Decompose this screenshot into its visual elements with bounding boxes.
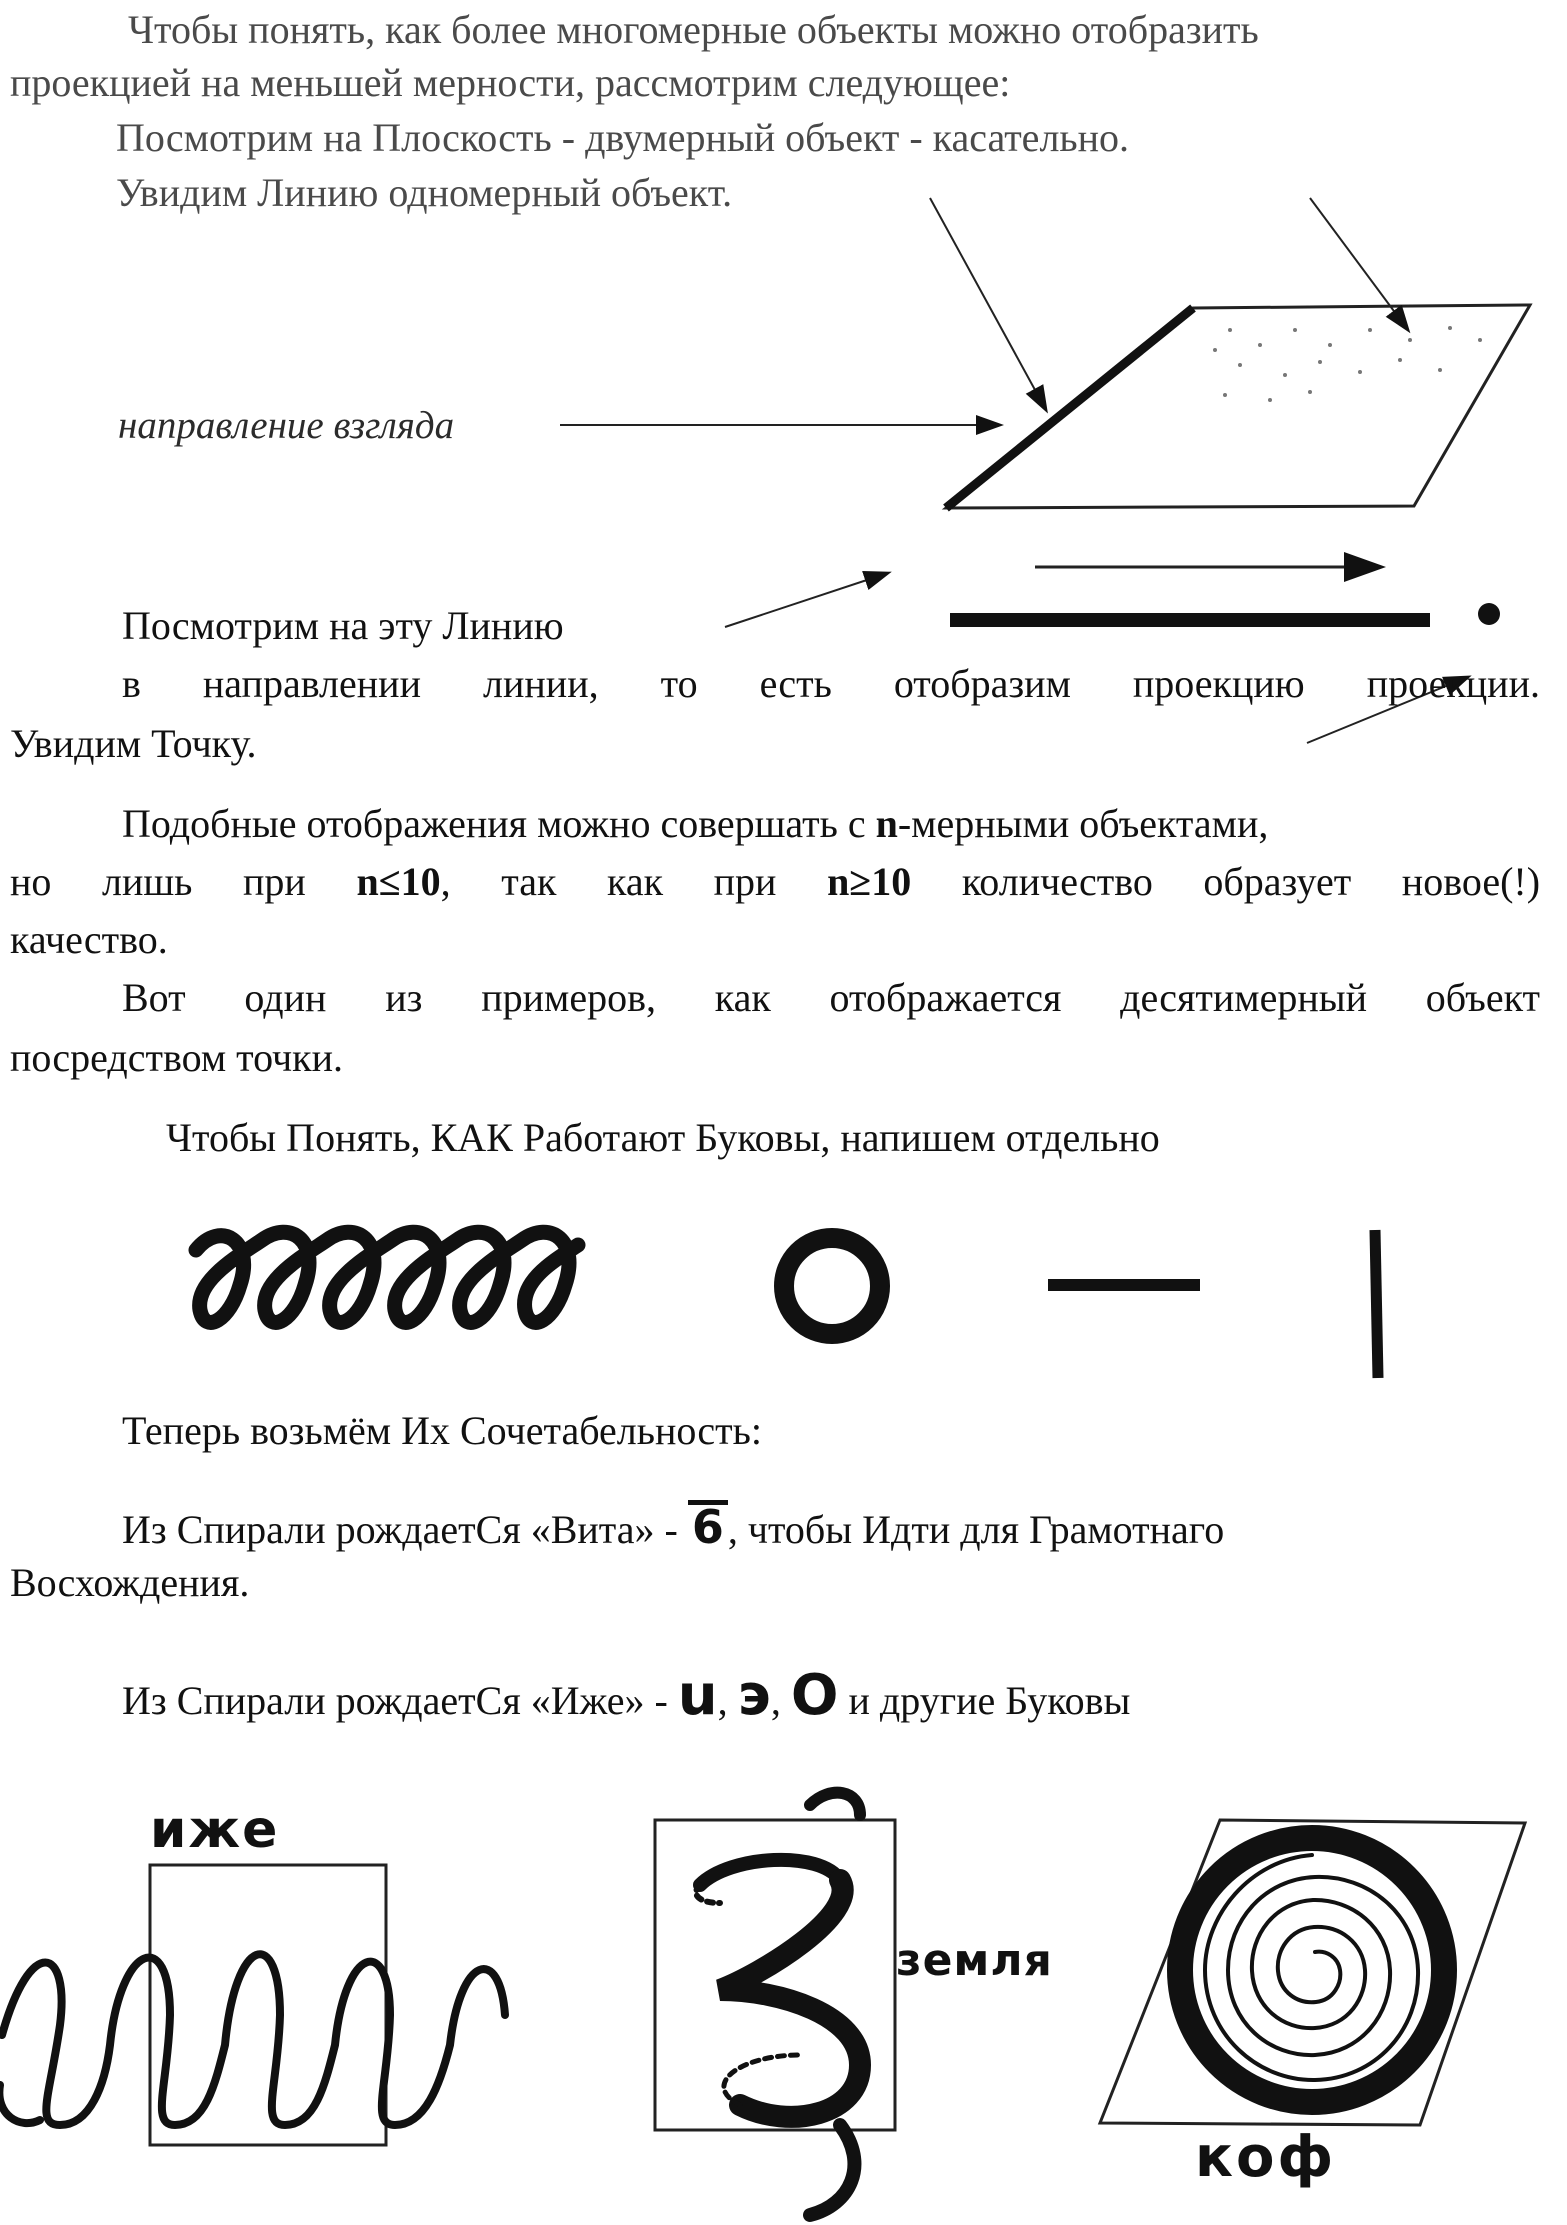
plane-shape: [946, 305, 1530, 508]
paragraph-7-line-1: Вот один из примеров, как отображается десятимерный объект: [122, 975, 1540, 1020]
kof-figure-label: коф: [1195, 2125, 1337, 2190]
paragraph-6-line-2: [10, 856, 1540, 908]
izhe-spiral: [0, 1954, 505, 2125]
p6-l2-a: но лишь при: [10, 859, 306, 904]
p10-text-a: Из Спирали рождаетСя «Вита» -: [122, 1507, 678, 1552]
paragraph-8: Чтобы Понять, КАК Работают Буковы, напишем отдельно: [166, 1115, 1160, 1160]
paragraph-7-line-2: посредством точки.: [10, 1035, 344, 1080]
vertical-line-element: [1375, 1230, 1378, 1378]
izhe-glyph-o: O: [790, 1663, 839, 1728]
paragraph-6-line-3: качество.: [10, 917, 168, 962]
bottom-figures: [0, 1785, 1567, 2225]
projected-point: [1478, 603, 1500, 625]
paragraph-11: [122, 1663, 1131, 1728]
p10-text-b: , чтобы Идти для Грамотнаго: [727, 1507, 1225, 1552]
plane-edge-bold: [946, 308, 1193, 508]
p11-sep-2: ,: [770, 1678, 781, 1723]
p11-text-b: и другие Буковы: [848, 1678, 1131, 1723]
p6-l2-b: n≤10: [356, 859, 441, 904]
p6-text-c: -мерными объектами,: [897, 801, 1269, 846]
paragraph-1-line-1: Чтобы понять, как более многомерные объекты можно отобразить: [128, 7, 1259, 52]
p11-text-a: Из Спирали рождаетСя «Иже» -: [122, 1678, 668, 1723]
p6-l2-c: , так как при: [440, 859, 777, 904]
p11-sep-1: ,: [717, 1678, 728, 1723]
paragraph-3: Увидим Линию одномерный объект.: [116, 170, 733, 215]
p6-l2-d: n≥10: [827, 859, 912, 904]
paragraph-10-line-2: Восхождения.: [10, 1560, 250, 1605]
paragraph-5-line-2: Увидим Точку.: [10, 721, 257, 766]
izhe-glyph-u: u: [677, 1663, 718, 1728]
circle-element: [784, 1238, 880, 1334]
p6-n: n: [875, 801, 898, 846]
paragraph-10-line-1: [122, 1500, 1224, 1556]
p6-l2-e: количество образует новое(!): [961, 859, 1541, 904]
zemlya-spiral: [696, 1793, 860, 2215]
paragraph-9: Теперь возьмём Их Сочетабельность:: [122, 1408, 762, 1453]
izhe-glyph-e: э: [737, 1663, 771, 1728]
basic-elements-figure: [0, 1200, 1567, 1430]
vita-glyph: 6: [688, 1500, 728, 1549]
zemlya-figure-label: земля: [896, 1935, 1053, 1986]
paragraph-4: Посмотрим на эту Линию: [122, 603, 564, 648]
paragraph-6-line-1: [122, 798, 1268, 850]
izhe-frame: [150, 1865, 386, 2145]
spiral-element: [196, 1232, 578, 1322]
paragraph-1-line-2: проекцией на меньшей мерности, рассмотрим следующее:: [10, 60, 1011, 105]
paragraph-2: Посмотрим на Плоскость - двумерный объект - касательно.: [116, 115, 1130, 160]
izhe-figure-label: иже: [150, 1800, 280, 1860]
gaze-direction-label: направление взгляда: [118, 404, 455, 447]
plane-texture: [1213, 326, 1482, 402]
kof-spiral: [1180, 1838, 1444, 2102]
paragraph-5-line-1: в направлении линии, то есть отобразим проекцию проекции.: [122, 661, 1540, 706]
p6-text-a: Подобные отображения можно совершать с: [122, 801, 866, 846]
